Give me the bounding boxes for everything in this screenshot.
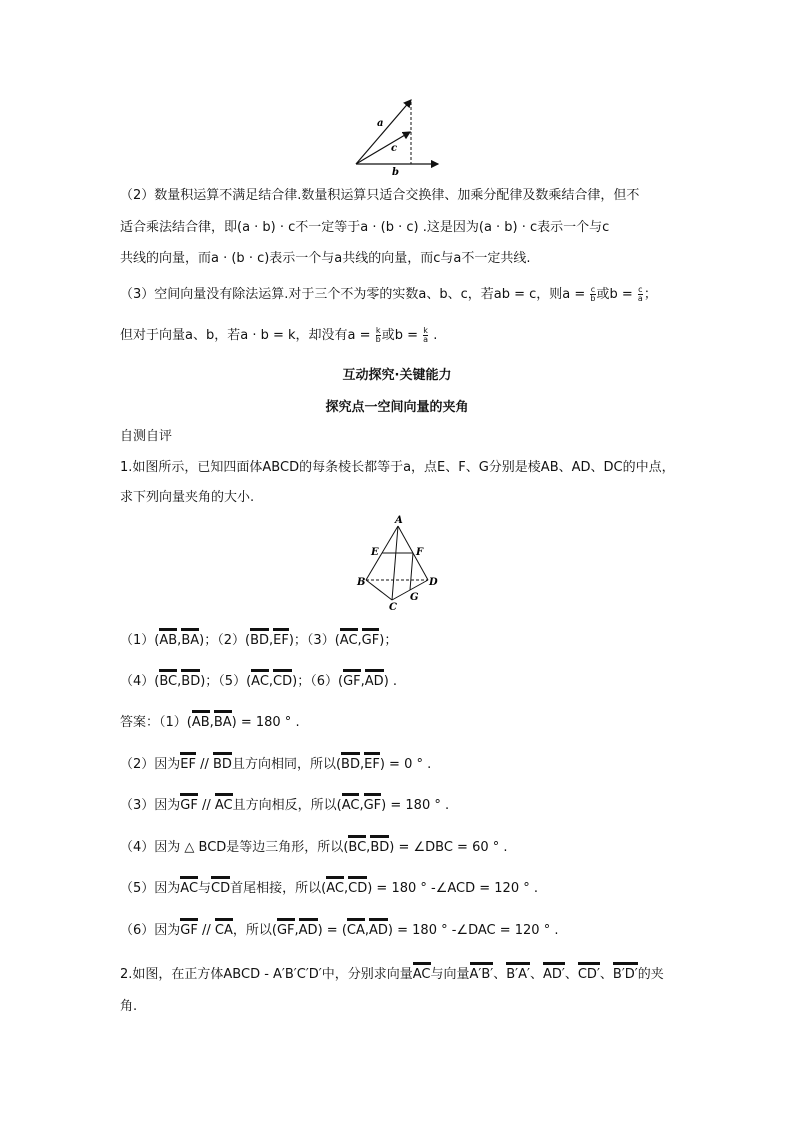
answer-6: （6）因为GF // CA，所以(GF,AD) = (CA,AD) = 180 ° -∠DAC = 120 ° . [120, 923, 559, 938]
vector-c [356, 132, 410, 164]
label-b: b [392, 167, 399, 178]
self-test-label: 自测自评 [120, 429, 173, 444]
fraction-k-over-a: $\frac{k}{a}$ [423, 326, 429, 344]
vertex-C: C [389, 602, 397, 612]
vertex-D: D [429, 577, 438, 588]
vector-diagram [352, 96, 444, 178]
label-a: a [377, 118, 384, 129]
label-c: c [391, 143, 398, 154]
section-heading: 互动探究·关键能力 [342, 368, 452, 383]
para2-line3: 共线的向量，而a · (b · c)表示一个与a共线的向量，而c与a不一定共线. [120, 251, 531, 266]
subsection-heading: 探究点一空间向量的夹角 [325, 400, 469, 415]
para2-line2: 适合乘法结合律，即(a · b) · c不一定等于a · (b · c) .这是因为(a · b) · c表示一个与c [120, 220, 610, 235]
q1-items-row1: （1）(AB,BA)；（2）(BD,EF)；（3）(AC,GF)； [120, 633, 398, 648]
vertex-B: B [357, 577, 366, 588]
fraction-k-over-b: $\frac{k}{b}$ [375, 326, 381, 344]
q1-line2: 求下列向量夹角的大小. [120, 490, 255, 505]
answer-3: （3）因为GF // AC且方向相反，所以(AC,GF) = 180 ° . [120, 798, 450, 813]
para3-line2: 但对于向量a、b，若a · b = k，却没有a = $\frac{k}{b}$ 或b = $\frac{k}{a}$ . [120, 326, 438, 344]
vertex-E: E [371, 547, 379, 558]
answer-4: （4）因为 △ BCD是等边三角形，所以(BC,BD) = ∠DBC = 60 ° . [120, 840, 508, 855]
fraction-c-over-a: $\frac{c}{a}$ [637, 285, 643, 303]
fraction-c-over-b: $\frac{c}{b}$ [590, 285, 596, 303]
para3-line1: （3）空间向量没有除法运算.对于三个不为零的实数a、b、c，若ab = c，则a = $\frac{c}{b}$ 或b = $\frac{c}{a}$ ； [120, 285, 657, 303]
q1-line1: 1.如图所示，已知四面体ABCD的每条棱长都等于a，点E、F、G分别是棱AB、AD、DC的中点， [120, 460, 675, 475]
tetrahedron-diagram [354, 514, 440, 612]
para2-line1: （2）数量积运算不满足结合律.数量积运算只适合交换律、加乘分配律及数乘结合律，但不 [120, 188, 640, 203]
answer-1: 答案：（1）(AB,BA) = 180 ° . [120, 715, 300, 730]
vertex-A: A [395, 515, 403, 526]
q2-line1: 2.如图，在正方体ABCD - A′B′C′D′中，分别求向量AC与向量A′B′、B′A′、AD′、CD′、B′D′的夹 [120, 967, 664, 982]
q2-line2: 角. [120, 999, 138, 1014]
answer-5: （5）因为AC与CD首尾相接，所以(AC,CD) = 180 ° -∠ACD = 120 ° . [120, 881, 538, 896]
vertex-F: F [416, 547, 424, 558]
answer-2: （2）因为EF // BD且方向相同，所以(BD,EF) = 0 ° . [120, 757, 432, 772]
vertex-G: G [410, 592, 419, 603]
q1-items-row2: （4）(BC,BD)；（5）(AC,CD)；（6）(GF,AD) . [120, 674, 398, 689]
vector-a [356, 100, 411, 164]
